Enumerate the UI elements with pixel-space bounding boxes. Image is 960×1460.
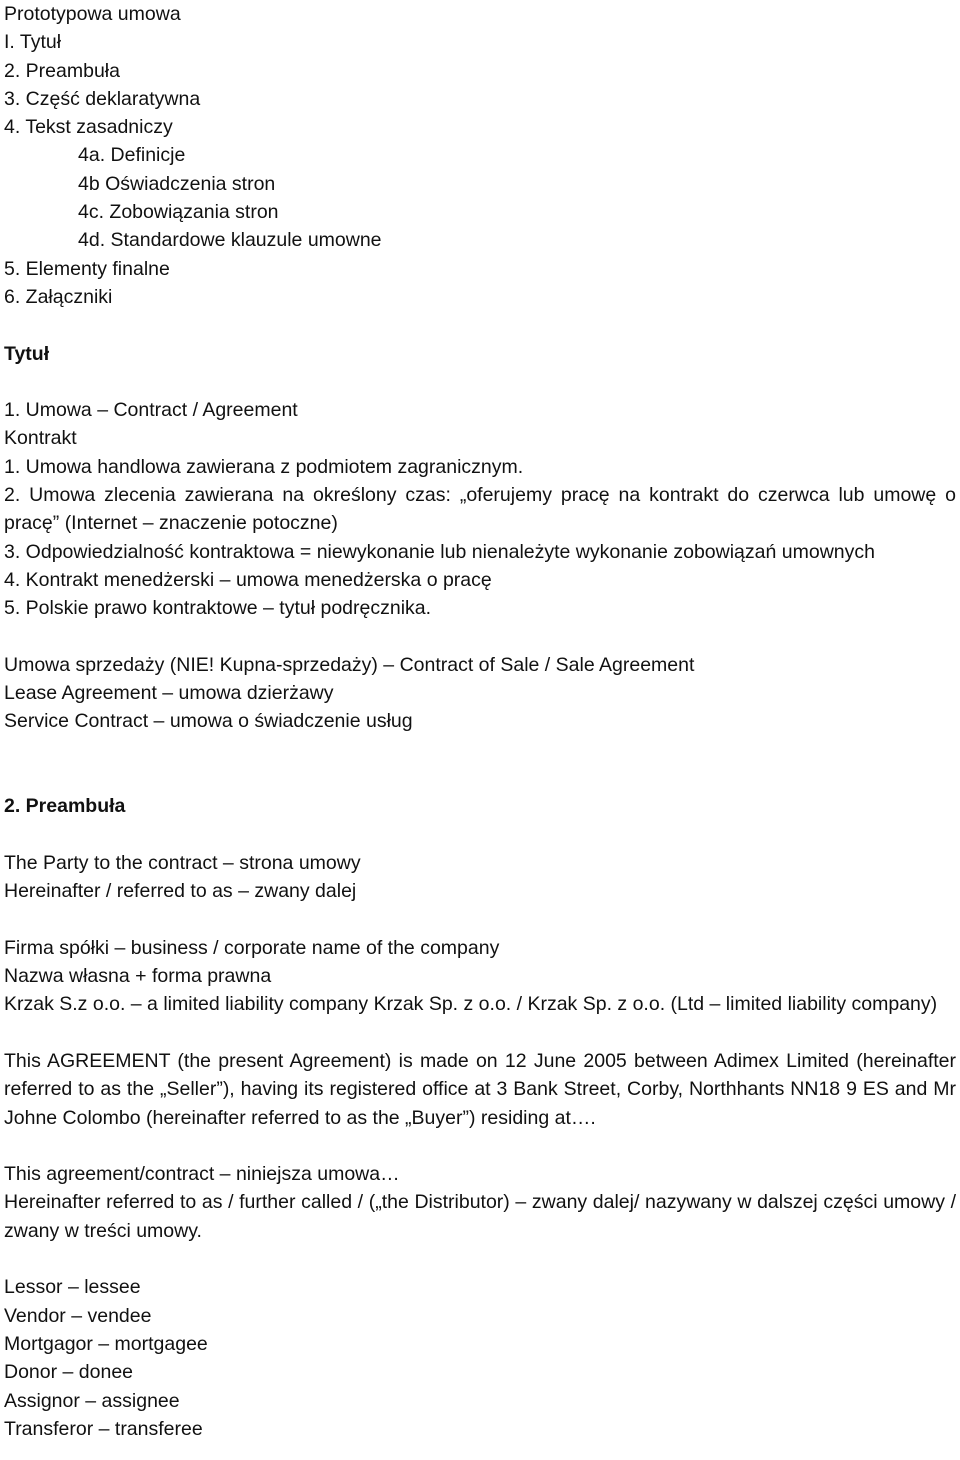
outline-item: I. Tytuł (4, 31, 62, 54)
outline-subitem: 4b Oświadczenia stron (78, 172, 276, 195)
paragraph-line: Hereinafter / referred to as – zwany dalej (4, 880, 357, 903)
paragraph-line: 2. Umowa zlecenia zawierana na określony czas: „oferujemy pracę na kontrakt do czerwca lub umowę o pracę” (Internet – znaczenie potoczne) (4, 484, 956, 535)
paragraph-line: This agreement/contract – niniejsza umowa… (4, 1163, 400, 1186)
paragraph-line: Firma spółki – business / corporate name of the company (4, 936, 500, 959)
outline-subitem: 4c. Zobowiązania stron (78, 201, 279, 224)
outline-item: 5. Elementy finalne (4, 257, 170, 280)
outline-item: 3. Część deklaratywna (4, 87, 201, 110)
paragraph-line: 5. Polskie prawo kontraktowe – tytuł podręcznika. (4, 597, 432, 620)
term-pair: Assignor – assignee (4, 1389, 180, 1412)
term-pair: Vendor – vendee (4, 1304, 152, 1327)
spacer (4, 1132, 956, 1160)
outline-subitem: 4a. Definicje (78, 144, 186, 167)
paragraph: This AGREEMENT (the present Agreement) is made on 12 June 2005 between Adimex Limited (hereinafter referred to as the „Seller”), having its registered office at 3 Bank Street, Corby, Northhants NN18 9 ES and Mr Johne Colombo (hereinafter referred to as the „Buyer”) residing at…. (4, 1049, 956, 1129)
section-heading-title: Tytuł (4, 342, 50, 365)
paragraph-line: 4. Kontrakt menedżerski – umowa menedżerska o pracę (4, 568, 492, 591)
spacer (4, 906, 956, 934)
spacer (4, 623, 956, 651)
paragraph-line: Nazwa własna + forma prawna (4, 965, 272, 988)
paragraph-line: Service Contract – umowa o świadczenie usług (4, 710, 413, 733)
section-heading-preamble: 2. Preambuła (4, 795, 126, 818)
paragraph-line: The Party to the contract – strona umowy (4, 851, 361, 874)
document-title: Prototypowa umowa (4, 3, 181, 25)
spacer (4, 736, 956, 764)
outline-item: 6. Załączniki (4, 285, 113, 308)
spacer (4, 1245, 956, 1273)
paragraph-line: Krzak S.z o.o. – a limited liability company Krzak Sp. z o.o. / Krzak Sp. z o.o. (Ltd – limited liability company) (4, 993, 938, 1016)
spacer (4, 311, 956, 339)
paragraph: Hereinafter referred to as / further called / („the Distributor) – zwany dalej/ nazywany w dalszej części umowy / zwany w treści umowy. (4, 1191, 956, 1242)
paragraph-line: 3. Odpowiedzialność kontraktowa = niewykonanie lub nienależyte wykonanie zobowiązań umownych (4, 540, 875, 563)
outline-item: 2. Preambuła (4, 59, 120, 82)
outline-item: 4. Tekst zasadniczy (4, 116, 173, 139)
term-pair: Transferor – transferee (4, 1417, 203, 1440)
spacer (4, 1019, 956, 1047)
spacer (4, 821, 956, 849)
spacer (4, 764, 956, 792)
term-pair: Donor – donee (4, 1361, 134, 1384)
outline-subitem: 4d. Standardowe klauzule umowne (78, 229, 382, 252)
paragraph-line: Umowa sprzedaży (NIE! Kupna-sprzedaży) – Contract of Sale / Sale Agreement (4, 653, 695, 676)
paragraph-line: 1. Umowa handlowa zawierana z podmiotem zagranicznym. (4, 455, 524, 478)
paragraph-line: Kontrakt (4, 427, 77, 450)
term-pair: Mortgagor – mortgagee (4, 1332, 208, 1355)
spacer (4, 368, 956, 396)
term-pair: Lessor – lessee (4, 1276, 141, 1299)
paragraph-line: 1. Umowa – Contract / Agreement (4, 399, 298, 422)
paragraph-line: Lease Agreement – umowa dzierżawy (4, 682, 334, 705)
